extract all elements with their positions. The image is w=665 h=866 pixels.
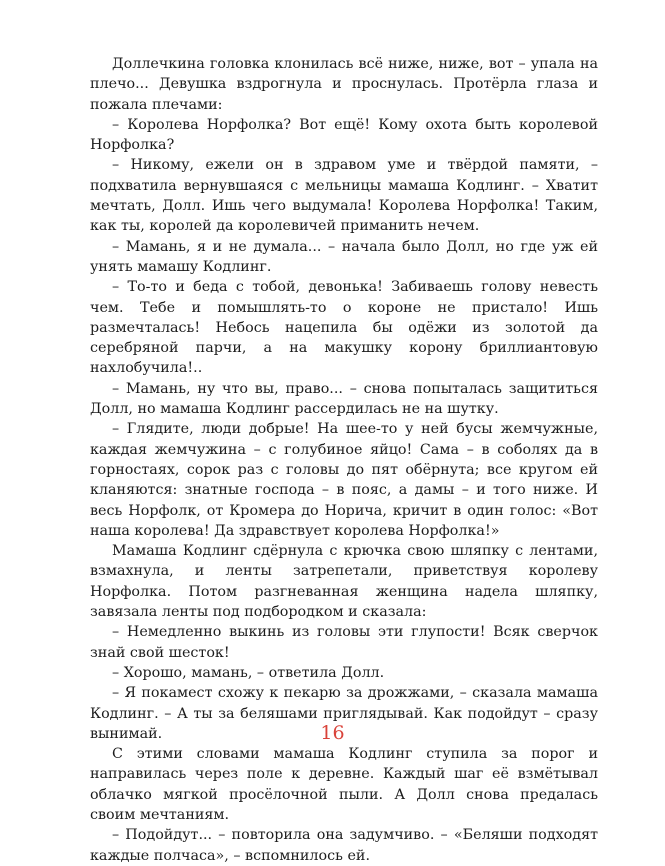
- paragraph: – Хорошо, мамань, – ответила Долл.: [112, 664, 385, 681]
- paragraph: – Мамань, я и не думала... – начала было Долл, но где уж ей унять мамашу Кодлинг.: [90, 238, 598, 275]
- paragraph: Мамаша Кодлинг сдёрнула с крючка свою шляпку с лентами, взмахнула, и ленты затрепетали, приветствуя королеву Норфолка. Потом разгневанная женщина надела шляпку, завязала ленты под подбородком и сказала:: [90, 543, 598, 621]
- paragraph: – Я покамест схожу к пекарю за дрожжами, – сказала мамаша Кодлинг. – А ты за беляшами приглядывай. Как подойдут – сразу вынимай.: [90, 685, 598, 742]
- paragraph: – Глядите, люди добрые! На шее-то у ней бусы жемчужные, каждая жемчужина – с голубиное яйцо! Сама – в соболях да в горностаях, сорок раз с головы до пят обёрнута; все кругом ей кланяются: знатные господа – в пояс, а дамы – и того ниже. И весь Норфолк, от Кромера до Норича, кричит в один голос: «Вот наша королева! Да здравствует королева Норфолка!»: [90, 421, 598, 539]
- paragraph: Доллечкина головка клонилась всё ниже, ниже, вот – упала на плечо... Девушка вздрогнула и проснулась. Протёрла глаза и пожала плечами:: [90, 56, 598, 113]
- paragraph: – То-то и беда с тобой, девонька! Забиваешь голову невесть чем. Тебе и помышлять-то о короне не пристало! Ишь размечталась! Небось нацепила бы одёжи из золотой да серебряной парчи, а на макушку корону бриллиантовую нахлобучила!..: [90, 279, 598, 377]
- paragraph: – Королева Норфолка? Вот ещё! Кому охота быть королевой Норфолка?: [90, 116, 598, 154]
- paragraph: – Немедленно выкинь из головы эти глупости! Всяк сверчок знай свой шесток!: [90, 624, 598, 661]
- paragraph: – Мамань, ну что вы, право... – снова попыталась защититься Долл, но мамаша Кодлинг рассердилась не на шутку.: [90, 380, 598, 418]
- page-body: [90, 54, 598, 866]
- paragraph: – Никому, ежели он в здравом уме и твёрдой памяти, – подхватила вернувшаяся с мельницы мамаша Кодлинг. – Хватит мечтать, Долл. Ишь чего выдумала! Королева Норфолка! Таким, как ты, королей да королевичей приманить нечем.: [90, 157, 598, 235]
- paragraph: – Подойдут... – повторила она задумчиво. – «Беляши подходят каждые полчаса», – вспомнилось ей.: [90, 827, 598, 864]
- paragraph: С этими словами мамаша Кодлинг ступила за порог и направилась через поле к деревне. Каждый шаг её взмётывал облачко мягкой просёлочной пыли. А Долл снова предалась своим мечтаниям.: [90, 746, 598, 823]
- page-number: 16: [320, 722, 345, 744]
